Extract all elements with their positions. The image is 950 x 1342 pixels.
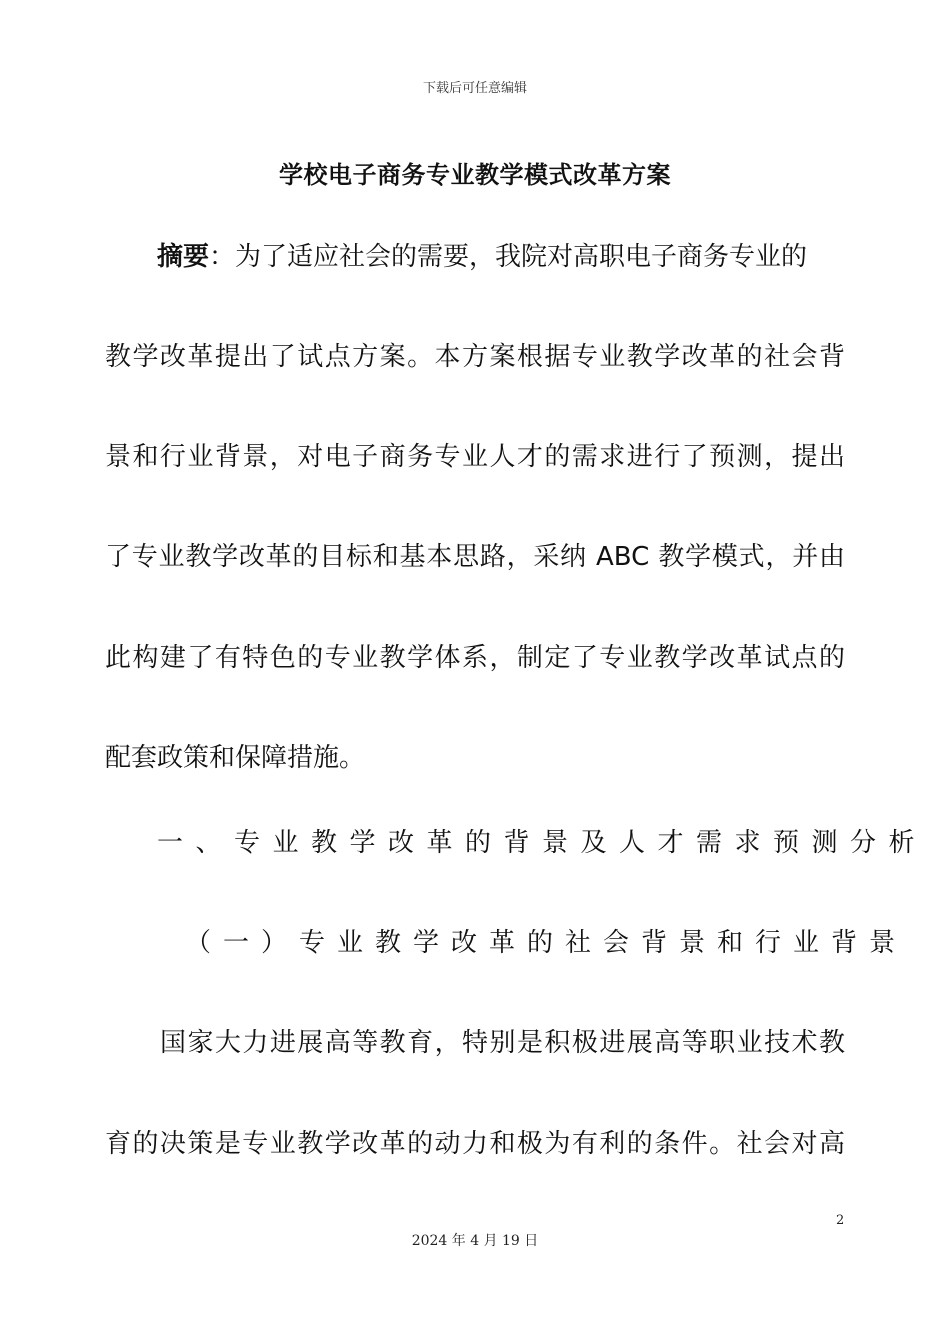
abstract-line-1 bbox=[105, 237, 845, 277]
abstract-line-6: 配套政策和保障措施。 bbox=[105, 743, 366, 773]
abstract-line-5: 此构建了有特色的专业教学体系，制定了专业教学改革试点的 bbox=[105, 643, 845, 673]
body-line-2: 育的决策是专业教学改革的动力和极为有利的条件。社会对高 bbox=[105, 1129, 845, 1159]
subsection-heading-1: （一）专业教学改革的社会背景和行业背景 bbox=[185, 928, 908, 958]
page-header: 下载后可任意编辑 bbox=[422, 81, 527, 96]
section-heading-1: 一、专业教学改革的背景及人才需求预测分析 bbox=[157, 828, 928, 858]
page-number: 2 bbox=[836, 1213, 845, 1228]
body-line-1: 国家大力进展高等教育，特别是积极进展高等职业技术教 bbox=[160, 1028, 845, 1058]
abstract-line-2: 教学改革提出了试点方案。本方案根据专业教学改革的社会背 bbox=[105, 342, 845, 372]
abstract-label: 摘要 bbox=[157, 242, 210, 272]
abstract-line-3: 景和行业背景，对电子商务专业人才的需求进行了预测，提出 bbox=[105, 442, 845, 472]
abstract-text: ：为了适应社会的需要，我院对高职电子商务专业的 bbox=[209, 242, 808, 272]
page-footer-date: 2024 年 4 月 19 日 bbox=[411, 1233, 539, 1249]
abstract-line-4: 了专业教学改革的目标和基本思路，采纳 ABC 教学模式，并由 bbox=[105, 542, 845, 572]
document-title: 学校电子商务专业教学模式改革方案 bbox=[279, 161, 671, 189]
